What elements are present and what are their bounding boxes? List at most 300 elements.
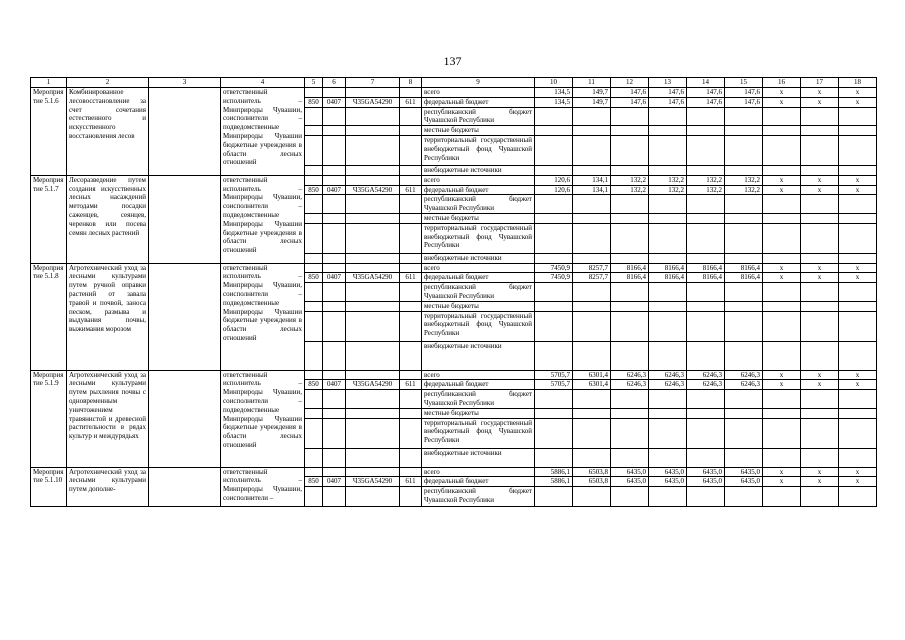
value-cell xyxy=(649,311,687,341)
source-cell: федеральный бюджет xyxy=(422,477,535,487)
grbs-cell xyxy=(305,88,323,98)
value-cell xyxy=(535,341,573,370)
value-cell xyxy=(535,408,573,418)
value-cell xyxy=(839,418,877,448)
value-cell: 7450,9 xyxy=(535,263,573,273)
rzpr-cell: 0407 xyxy=(323,97,346,107)
value-cell xyxy=(649,213,687,223)
value-cell: 147,6 xyxy=(649,97,687,107)
vr-cell xyxy=(400,126,422,136)
value-cell xyxy=(611,341,649,370)
source-cell: всего xyxy=(422,467,535,477)
value-cell xyxy=(649,487,687,507)
value-cell: 147,6 xyxy=(611,97,649,107)
value-cell: x xyxy=(801,467,839,477)
source-cell: республиканский бюджет Чувашской Республики xyxy=(422,283,535,302)
grbs-cell: 850 xyxy=(305,97,323,107)
value-cell xyxy=(649,107,687,126)
value-cell xyxy=(687,311,725,341)
value-cell xyxy=(573,301,611,311)
value-cell xyxy=(535,253,573,263)
value-cell: 132,2 xyxy=(725,175,763,185)
value-cell: 6435,0 xyxy=(725,477,763,487)
value-cell xyxy=(573,341,611,370)
value-cell xyxy=(687,213,725,223)
value-cell: x xyxy=(801,263,839,273)
value-cell xyxy=(649,341,687,370)
value-cell xyxy=(573,390,611,409)
grbs-cell xyxy=(305,107,323,126)
value-cell xyxy=(687,135,725,165)
value-cell: x xyxy=(801,88,839,98)
value-cell: x xyxy=(763,467,801,477)
value-cell: 132,2 xyxy=(725,185,763,195)
value-cell xyxy=(725,448,763,467)
csr-cell xyxy=(346,408,400,418)
value-cell: 132,2 xyxy=(687,175,725,185)
source-cell: всего xyxy=(422,175,535,185)
value-cell xyxy=(611,195,649,214)
rzpr-cell xyxy=(323,370,346,380)
grbs-cell xyxy=(305,135,323,165)
value-cell: x xyxy=(763,97,801,107)
value-cell xyxy=(535,135,573,165)
source-cell: внебюджетные источники xyxy=(422,253,535,263)
value-cell: 6503,8 xyxy=(573,477,611,487)
value-cell: 132,2 xyxy=(649,175,687,185)
value-cell: x xyxy=(763,477,801,487)
value-cell xyxy=(535,448,573,467)
value-cell: 6301,4 xyxy=(573,380,611,390)
value-cell: 147,6 xyxy=(725,97,763,107)
value-cell xyxy=(573,107,611,126)
value-cell xyxy=(725,311,763,341)
value-cell xyxy=(725,223,763,253)
rzpr-cell xyxy=(323,467,346,477)
value-cell xyxy=(839,301,877,311)
value-cell: 147,6 xyxy=(725,88,763,98)
vr-cell xyxy=(400,165,422,175)
grbs-cell xyxy=(305,311,323,341)
value-cell: 132,2 xyxy=(687,185,725,195)
value-cell: x xyxy=(763,273,801,283)
csr-cell xyxy=(346,390,400,409)
value-cell: 6435,0 xyxy=(611,477,649,487)
value-cell xyxy=(611,487,649,507)
rzpr-cell: 0407 xyxy=(323,380,346,390)
measure-id: Мероприятие 5.1.7 xyxy=(31,175,67,263)
goal-cell xyxy=(149,263,221,370)
csr-cell xyxy=(346,195,400,214)
value-cell: 6246,3 xyxy=(611,380,649,390)
value-cell: x xyxy=(801,477,839,487)
vr-cell xyxy=(400,408,422,418)
rzpr-cell xyxy=(323,223,346,253)
csr-cell xyxy=(346,88,400,98)
value-cell xyxy=(649,448,687,467)
value-cell: 6246,3 xyxy=(687,370,725,380)
csr-cell xyxy=(346,126,400,136)
budget-table xyxy=(30,77,877,507)
executor-cell: ответственный исполнитель – Минприроды Чувашии, соисполнители – xyxy=(221,467,305,507)
value-cell: 147,6 xyxy=(687,97,725,107)
value-cell: 6246,3 xyxy=(649,380,687,390)
measure-id: Мероприятие 5.1.8 xyxy=(31,263,67,370)
vr-cell: 611 xyxy=(400,380,422,390)
source-cell: внебюджетные источники xyxy=(422,341,535,370)
csr-cell: Ч35GA54290 xyxy=(346,380,400,390)
rzpr-cell xyxy=(323,301,346,311)
value-cell: 8166,4 xyxy=(611,273,649,283)
column-number-11: 11 xyxy=(573,78,611,88)
value-cell xyxy=(763,487,801,507)
vr-cell xyxy=(400,301,422,311)
value-cell xyxy=(725,165,763,175)
rzpr-cell xyxy=(323,88,346,98)
value-cell xyxy=(687,390,725,409)
rzpr-cell xyxy=(323,283,346,302)
rzpr-cell xyxy=(323,311,346,341)
value-cell: 6435,0 xyxy=(649,477,687,487)
value-cell: 6435,0 xyxy=(687,477,725,487)
csr-cell xyxy=(346,175,400,185)
value-cell xyxy=(725,107,763,126)
value-cell xyxy=(801,418,839,448)
vr-cell xyxy=(400,88,422,98)
value-cell xyxy=(687,408,725,418)
grbs-cell xyxy=(305,165,323,175)
value-cell: 7450,9 xyxy=(535,273,573,283)
value-cell: x xyxy=(839,263,877,273)
value-cell xyxy=(611,448,649,467)
grbs-cell: 850 xyxy=(305,380,323,390)
grbs-cell xyxy=(305,370,323,380)
measure-id: Мероприятие 5.1.10 xyxy=(31,467,67,507)
value-cell xyxy=(573,418,611,448)
value-cell xyxy=(649,253,687,263)
column-number-7: 7 xyxy=(346,78,400,88)
value-cell xyxy=(535,283,573,302)
value-cell xyxy=(801,301,839,311)
vr-cell xyxy=(400,487,422,507)
value-cell: 6246,3 xyxy=(649,370,687,380)
value-cell xyxy=(687,223,725,253)
value-cell: 147,6 xyxy=(687,88,725,98)
value-cell xyxy=(839,283,877,302)
value-cell xyxy=(573,223,611,253)
source-cell: территориальный государственный внебюджетный фонд Чувашской Республики xyxy=(422,135,535,165)
value-cell: 6246,3 xyxy=(725,370,763,380)
csr-cell: Ч35GA54290 xyxy=(346,477,400,487)
csr-cell xyxy=(346,165,400,175)
value-cell xyxy=(535,165,573,175)
vr-cell xyxy=(400,311,422,341)
executor-cell: ответственный исполнитель – Минприроды Чувашии, соисполнители – подведомственные Минприроды Чувашии бюджетные учреждения в области лесных отношений xyxy=(221,263,305,370)
value-cell: x xyxy=(763,370,801,380)
rzpr-cell xyxy=(323,165,346,175)
value-cell xyxy=(801,107,839,126)
source-cell: республиканский бюджет Чувашской Республики xyxy=(422,390,535,409)
value-cell xyxy=(763,213,801,223)
value-cell xyxy=(573,487,611,507)
value-cell: x xyxy=(839,185,877,195)
value-cell xyxy=(687,448,725,467)
goal-cell xyxy=(149,88,221,176)
value-cell xyxy=(573,283,611,302)
table-body xyxy=(31,78,877,507)
value-cell: x xyxy=(839,273,877,283)
rzpr-cell xyxy=(323,253,346,263)
grbs-cell: 850 xyxy=(305,185,323,195)
value-cell xyxy=(535,390,573,409)
value-cell: 134,1 xyxy=(573,175,611,185)
value-cell xyxy=(839,126,877,136)
table-row xyxy=(31,370,877,380)
vr-cell xyxy=(400,195,422,214)
measure-name: Комбинированное лесовосстановление за счет сочетания естественного и искусственного восстановления лесов xyxy=(67,88,149,176)
value-cell xyxy=(839,195,877,214)
value-cell xyxy=(573,408,611,418)
value-cell xyxy=(535,487,573,507)
grbs-cell xyxy=(305,341,323,370)
value-cell: 5886,1 xyxy=(535,477,573,487)
value-cell xyxy=(725,135,763,165)
column-number-1: 1 xyxy=(31,78,67,88)
value-cell xyxy=(801,213,839,223)
value-cell: 8257,7 xyxy=(573,273,611,283)
value-cell xyxy=(763,195,801,214)
measure-id: Мероприятие 5.1.6 xyxy=(31,88,67,176)
value-cell xyxy=(611,135,649,165)
value-cell: 132,2 xyxy=(611,185,649,195)
value-cell: 8166,4 xyxy=(725,263,763,273)
value-cell: 6246,3 xyxy=(687,380,725,390)
vr-cell: 611 xyxy=(400,185,422,195)
vr-cell xyxy=(400,175,422,185)
source-cell: республиканский бюджет Чувашской Республики xyxy=(422,487,535,507)
measure-name: Агротехнический уход за лесными культурами путем дополне- xyxy=(67,467,149,507)
column-number-10: 10 xyxy=(535,78,573,88)
value-cell: x xyxy=(839,467,877,477)
csr-cell xyxy=(346,107,400,126)
value-cell xyxy=(763,283,801,302)
value-cell xyxy=(763,107,801,126)
value-cell: x xyxy=(801,97,839,107)
page-number: 137 xyxy=(443,54,462,68)
goal-cell xyxy=(149,370,221,467)
value-cell: 147,6 xyxy=(611,88,649,98)
rzpr-cell xyxy=(323,213,346,223)
value-cell: 120,6 xyxy=(535,185,573,195)
value-cell xyxy=(649,135,687,165)
value-cell: 8166,4 xyxy=(687,273,725,283)
column-number-4: 4 xyxy=(221,78,305,88)
value-cell xyxy=(839,223,877,253)
value-cell: 6301,4 xyxy=(573,370,611,380)
value-cell xyxy=(649,418,687,448)
value-cell: 149,7 xyxy=(573,88,611,98)
value-cell: 132,2 xyxy=(611,175,649,185)
column-number-18: 18 xyxy=(839,78,877,88)
value-cell: 6435,0 xyxy=(687,467,725,477)
value-cell xyxy=(535,107,573,126)
value-cell xyxy=(801,165,839,175)
value-cell: x xyxy=(839,175,877,185)
source-cell: республиканский бюджет Чувашской Республики xyxy=(422,107,535,126)
grbs-cell xyxy=(305,213,323,223)
value-cell xyxy=(649,390,687,409)
value-cell: 8166,4 xyxy=(649,273,687,283)
value-cell xyxy=(611,283,649,302)
table-row xyxy=(31,263,877,273)
value-cell: 6435,0 xyxy=(611,467,649,477)
value-cell xyxy=(839,408,877,418)
csr-cell: Ч35GA54290 xyxy=(346,273,400,283)
value-cell xyxy=(573,126,611,136)
source-cell: местные бюджеты xyxy=(422,213,535,223)
value-cell xyxy=(763,223,801,253)
value-cell xyxy=(839,165,877,175)
value-cell xyxy=(763,311,801,341)
value-cell xyxy=(611,311,649,341)
executor-cell: ответственный исполнитель – Минприроды Чувашии, соисполнители – подведомственные Минприроды Чувашии бюджетные учреждения в области лесных отношений xyxy=(221,175,305,263)
value-cell xyxy=(801,408,839,418)
value-cell: 5886,1 xyxy=(535,467,573,477)
grbs-cell xyxy=(305,195,323,214)
value-cell xyxy=(725,126,763,136)
vr-cell xyxy=(400,390,422,409)
vr-cell: 611 xyxy=(400,97,422,107)
value-cell: 134,1 xyxy=(573,185,611,195)
rzpr-cell xyxy=(323,107,346,126)
value-cell: x xyxy=(801,380,839,390)
value-cell xyxy=(725,341,763,370)
csr-cell xyxy=(346,253,400,263)
value-cell xyxy=(725,301,763,311)
value-cell: x xyxy=(801,273,839,283)
value-cell xyxy=(801,390,839,409)
csr-cell xyxy=(346,283,400,302)
column-number-5: 5 xyxy=(305,78,323,88)
value-cell: 134,5 xyxy=(535,88,573,98)
value-cell xyxy=(535,311,573,341)
csr-cell xyxy=(346,341,400,370)
value-cell xyxy=(611,390,649,409)
value-cell: 8166,4 xyxy=(687,263,725,273)
measure-id: Мероприятие 5.1.9 xyxy=(31,370,67,467)
value-cell xyxy=(763,418,801,448)
value-cell: 6503,8 xyxy=(573,467,611,477)
executor-cell: ответственный исполнитель – Минприроды Чувашии, соисполнители – подведомственные Минприроды Чувашии бюджетные учреждения в области лесных отношений xyxy=(221,370,305,467)
value-cell: 6435,0 xyxy=(725,467,763,477)
value-cell xyxy=(573,195,611,214)
value-cell: x xyxy=(839,97,877,107)
source-cell: всего xyxy=(422,263,535,273)
goal-cell xyxy=(149,175,221,263)
value-cell: x xyxy=(763,380,801,390)
vr-cell: 611 xyxy=(400,477,422,487)
value-cell xyxy=(535,213,573,223)
value-cell xyxy=(573,135,611,165)
value-cell xyxy=(839,448,877,467)
value-cell xyxy=(611,253,649,263)
csr-cell xyxy=(346,301,400,311)
value-cell xyxy=(725,390,763,409)
grbs-cell xyxy=(305,223,323,253)
vr-cell xyxy=(400,223,422,253)
rzpr-cell xyxy=(323,175,346,185)
source-cell: местные бюджеты xyxy=(422,408,535,418)
value-cell: 8257,7 xyxy=(573,263,611,273)
value-cell xyxy=(611,126,649,136)
value-cell: x xyxy=(839,88,877,98)
value-cell: x xyxy=(839,380,877,390)
rzpr-cell xyxy=(323,341,346,370)
value-cell: 8166,4 xyxy=(649,263,687,273)
value-cell xyxy=(801,283,839,302)
value-cell: 149,7 xyxy=(573,97,611,107)
column-number-2: 2 xyxy=(67,78,149,88)
column-number-12: 12 xyxy=(611,78,649,88)
source-cell: внебюджетные источники xyxy=(422,165,535,175)
header-row xyxy=(31,78,877,88)
value-cell xyxy=(687,283,725,302)
grbs-cell xyxy=(305,448,323,467)
value-cell xyxy=(687,341,725,370)
grbs-cell xyxy=(305,283,323,302)
value-cell: x xyxy=(763,88,801,98)
vr-cell xyxy=(400,283,422,302)
grbs-cell xyxy=(305,126,323,136)
value-cell xyxy=(687,301,725,311)
vr-cell xyxy=(400,418,422,448)
value-cell: 8166,4 xyxy=(611,263,649,273)
csr-cell xyxy=(346,487,400,507)
value-cell: 6246,3 xyxy=(725,380,763,390)
measure-name: Агротехнический уход за лесными культурами путем рыхления почвы с одновременным уничтожением травянистой и древесной растительности в рядах культур и междурядьях xyxy=(67,370,149,467)
source-cell: территориальный государственный внебюджетный фонд Чувашской Республики xyxy=(422,311,535,341)
grbs-cell xyxy=(305,418,323,448)
csr-cell: Ч35GA54290 xyxy=(346,185,400,195)
csr-cell: Ч35GA54290 xyxy=(346,97,400,107)
rzpr-cell: 0407 xyxy=(323,477,346,487)
value-cell: x xyxy=(763,175,801,185)
value-cell xyxy=(535,301,573,311)
value-cell xyxy=(839,341,877,370)
source-cell: местные бюджеты xyxy=(422,126,535,136)
column-number-15: 15 xyxy=(725,78,763,88)
value-cell xyxy=(649,408,687,418)
value-cell xyxy=(535,195,573,214)
rzpr-cell xyxy=(323,135,346,165)
grbs-cell xyxy=(305,408,323,418)
rzpr-cell xyxy=(323,487,346,507)
value-cell: x xyxy=(839,370,877,380)
column-number-8: 8 xyxy=(400,78,422,88)
value-cell xyxy=(649,165,687,175)
value-cell xyxy=(839,107,877,126)
value-cell: 5705,7 xyxy=(535,380,573,390)
vr-cell: 611 xyxy=(400,273,422,283)
rzpr-cell xyxy=(323,448,346,467)
vr-cell xyxy=(400,213,422,223)
value-cell xyxy=(573,253,611,263)
csr-cell xyxy=(346,448,400,467)
csr-cell xyxy=(346,263,400,273)
value-cell xyxy=(573,311,611,341)
value-cell xyxy=(763,165,801,175)
source-cell: федеральный бюджет xyxy=(422,380,535,390)
